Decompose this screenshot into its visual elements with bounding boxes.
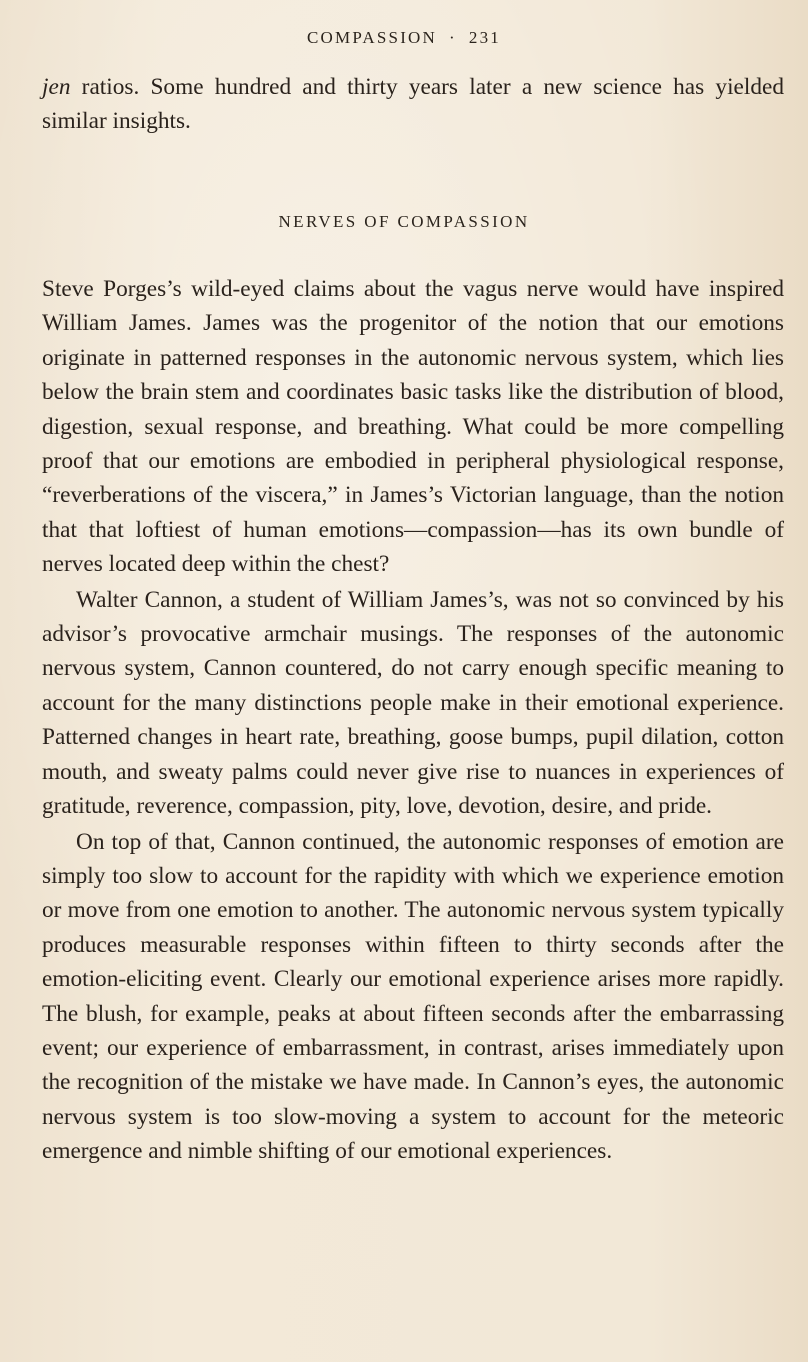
- running-head: [0, 28, 808, 48]
- intro-paragraph: [42, 70, 784, 139]
- paragraph: Walter Cannon, a student of William James’s, was not so convinced by his advisor’s provocative armchair musings. The responses of the autonomic nervous system, Cannon countered, do not carry enough specific meaning to account for the many distinctions people make in their emotional experience. Patterned changes in heart rate, breathing, goose bumps, pupil dilation, cotton mouth, and sweaty palms could never give rise to nuances in experiences of gratitude, reverence, compassion, pity, love, devotion, desire, and pride.: [42, 586, 784, 820]
- page-number: 231: [468, 28, 501, 47]
- main-text: [42, 272, 784, 1169]
- running-title: COMPASSION: [306, 28, 438, 47]
- intro-italic-word: jen: [42, 74, 71, 100]
- intro-text: [42, 70, 784, 139]
- section-heading: NERVES OF COMPASSION: [278, 212, 530, 231]
- running-head-separator: ·: [449, 28, 457, 47]
- intro-continuation: ratios. Some hundred and thirty years later a new science has yielded similar insights.: [42, 74, 784, 135]
- paragraph: Steve Porges’s wild-eyed claims about the vagus nerve would have inspired William James. James was the progenitor of the notion that our emotions originate in patterned responses in the autonomic nervous system, which lies below the brain stem and coordinates basic tasks like the distribution of blood, digestion, sexual response, and breathing. What could be more compelling proof that our emotions are embodied in peripheral physiological response, “reverberations of the viscera,” in James’s Victorian language, than the notion that that loftiest of human emotions—compassion—has its own bundle of nerves located deep within the chest?: [42, 276, 784, 578]
- paragraph: On top of that, Cannon continued, the autonomic responses of emotion are simply too slow to account for the rapidity with which we experience emotion or move from one emotion to another. The autonomic nervous system typically produces measurable responses within fifteen to thirty seconds after the emotion-eliciting event. Clearly our emotional experience arises more rapidly. The blush, for example, peaks at about fifteen seconds after the embarrassing event; our experience of embarrassment, in contrast, arises immediately upon the recognition of the mistake we have made. In Cannon’s eyes, the autonomic nervous system is too slow-moving a system to account for the meteoric emergence and nimble shifting of our emotional experiences.: [42, 828, 784, 1165]
